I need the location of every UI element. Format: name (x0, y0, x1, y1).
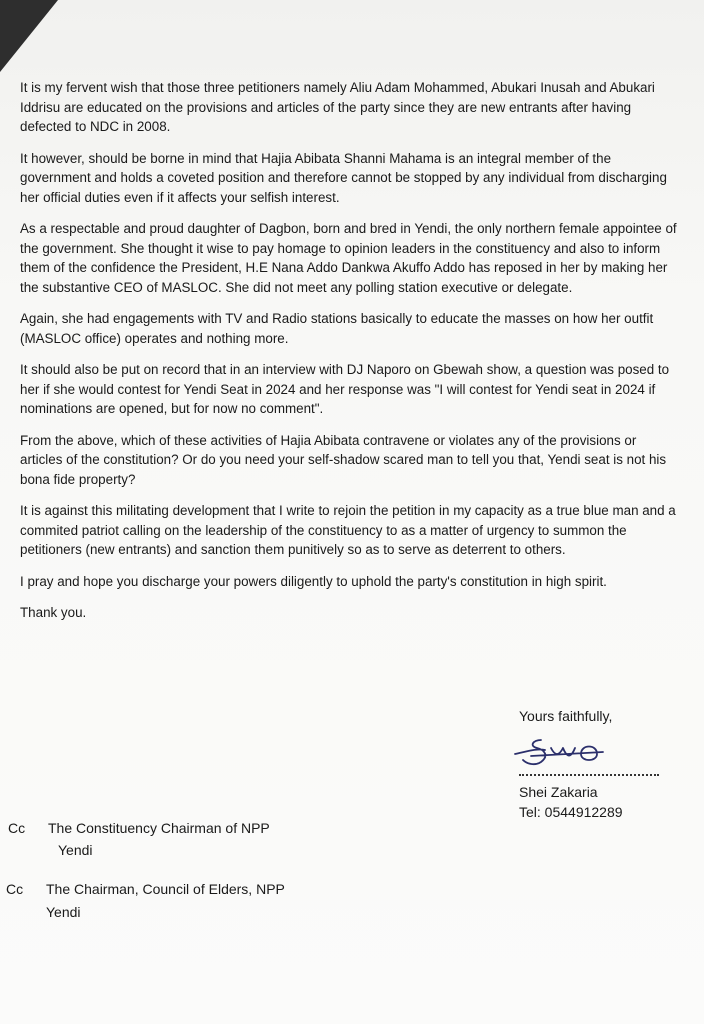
signature-image (511, 732, 621, 772)
cc-location: Yendi (58, 842, 93, 858)
cc-entry (6, 879, 406, 923)
cc-recipient: The Constituency Chairman of NPP (48, 820, 270, 836)
paragraph: As a respectable and proud daughter of Dagbon, born and bred in Yendi, the only northern female appointee of the government. She thought it wise to pay homage to opinion leaders in the constituency and also to inform them of the confidence the President, H.E Nana Addo Dankwa Akuffo Addo has reposed in her by making her the substantive CEO of MASLOC. She did not meet any polling station executive or delegate. (20, 221, 677, 295)
paragraph: It should also be put on record that in an interview with DJ Naporo on Gbewah show, a question was posed to her if she would contest for Yendi Seat in 2024 and her response was "I will contest for Yendi seat in 2024 if nominations are opened, but for now no comment". (20, 362, 670, 416)
paragraph: I pray and hope you discharge your powers diligently to uphold the party's constitution in high spirit. (20, 573, 607, 589)
signatory-name: Shei Zakaria (519, 784, 598, 800)
valediction: Yours faithfully, (519, 708, 613, 724)
thank-you-line: Thank you. (20, 605, 87, 620)
closing-block (519, 706, 659, 822)
cc-label: Cc (8, 820, 26, 836)
paragraph: It however, should be borne in mind that Hajia Abibata Shanni Mahama is an integral member of the government and holds a coveted position and therefore cannot be stopped by any individual from discharging her official duties even if it affects your selfish interest. (20, 150, 667, 205)
letter-body (20, 78, 680, 635)
paragraph: It is my fervent wish that those three petitioners namely Aliu Adam Mohammed, Abukari Inusah and Abukari Iddrisu are educated on the provisions and articles of the party since they are new entrants after having defected to NDC in 2008. (20, 80, 655, 134)
signatory-phone: Tel: 0544912289 (519, 804, 623, 820)
signature-line (519, 774, 659, 776)
paragraph: It is against this militating development that I write to rejoin the petition in my capacity as a true blue man and a commited patriot calling on the leadership of the constituency to as a matter of urgency to summon the petitioners (new entrants) and sanction them punitively so as to serve as deterrent to others. (20, 503, 676, 557)
cc-location: Yendi (46, 904, 81, 920)
page-corner-fold (0, 0, 58, 72)
paragraph: From the above, which of these activities of Hajia Abibata contravene or violates any of the provisions or articles of the constitution? Or do you need your self-shadow scared man to tell you that, Yendi seat is not his bona fide property? (20, 432, 667, 487)
cc-label: Cc (6, 881, 24, 897)
paragraph: Again, she had engagements with TV and Radio stations basically to educate the masses on how her outfit (MASLOC office) operates and nothing more. (20, 311, 654, 346)
cc-entry (8, 818, 408, 862)
cc-recipient: The Chairman, Council of Elders, NPP (46, 881, 285, 897)
